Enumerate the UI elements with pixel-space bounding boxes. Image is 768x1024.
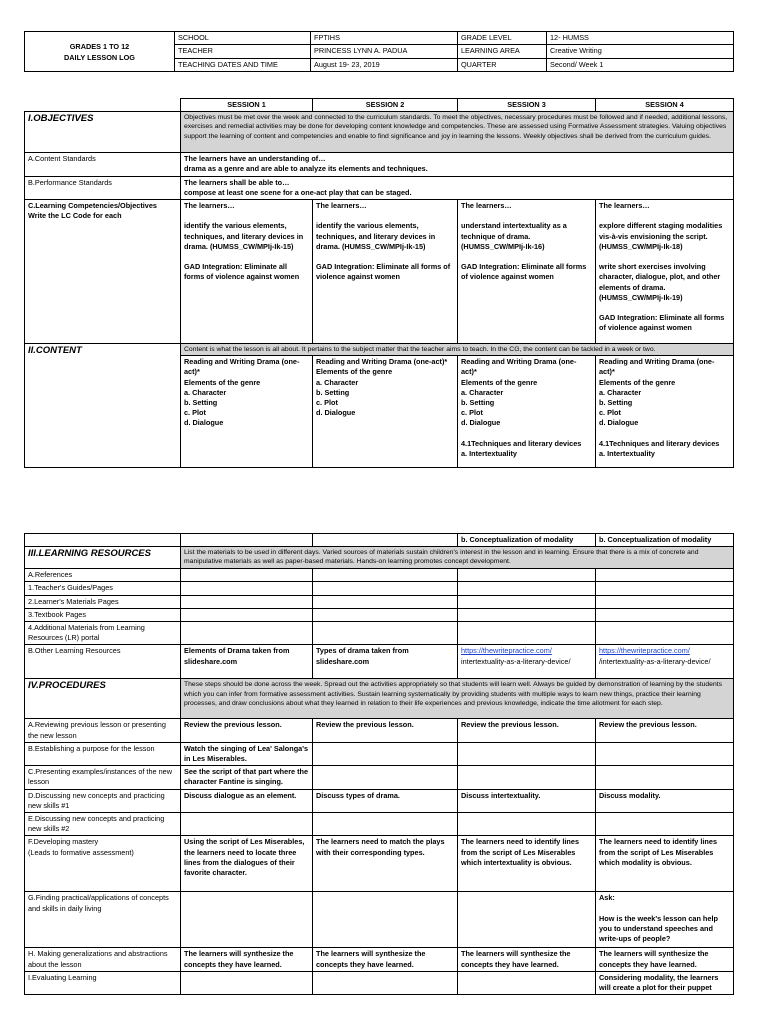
quarter-label: QUARTER bbox=[458, 58, 547, 71]
lr-portal-label bbox=[25, 622, 181, 645]
session-3-header: SESSION 3 bbox=[458, 99, 596, 112]
content-session-4: Reading and Writing Drama (one-act)* Elements of the genre a. Character b. Setting c. Plot d. Dialogue 4.1Techniques and literary devices a. Intertextuality bbox=[596, 356, 734, 468]
area-label: LEARNING AREA bbox=[458, 45, 547, 58]
procedure-h-session-3: The learners will synthesize the concepts they have learned. bbox=[458, 948, 596, 971]
grade-label: GRADE LEVEL bbox=[458, 32, 547, 45]
lr-portal-line-2: Resources (LR) portal bbox=[28, 633, 100, 643]
competencies-label-line-1: C.Learning Competencies/Objectives bbox=[28, 201, 157, 211]
procedure-d-session-4: Discuss modality. bbox=[596, 789, 734, 812]
procedure-d-label: D.Discussing new concepts and practicing new skills #1 bbox=[25, 789, 181, 812]
content-note: Content is what the lesson is all about. It pertains to the subject matter that the teacher aims to teach. In the CG, the content can be tackled in a week or two. bbox=[181, 344, 734, 356]
session-2-header: SESSION 2 bbox=[313, 99, 458, 112]
procedure-h-session-1: The learners will synthesize the concepts they have learned. bbox=[181, 948, 313, 971]
procedure-b-session-1: Watch the singing of Lea' Salonga's in Les Miserables. bbox=[181, 742, 313, 765]
grade-value: 12- HUMSS bbox=[547, 32, 734, 45]
procedure-c-session-1: See the script of that part where the character Fantine is singing. bbox=[181, 766, 313, 789]
teacher-label: TEACHER bbox=[175, 45, 311, 58]
procedure-f-session-4: The learners need to identify lines from the script of Les Miserables which modality is obvious. bbox=[596, 836, 734, 892]
content-standards-label: A.Content Standards bbox=[25, 153, 181, 176]
other-resources-session-1: Elements of Drama taken from slideshare.com bbox=[181, 645, 313, 679]
procedure-d-session-3: Discuss intertextuality. bbox=[458, 789, 596, 812]
dates-label: TEACHING DATES AND TIME bbox=[175, 58, 311, 71]
link-rest-s4: /intertextuality-as-a-literary-device/ bbox=[599, 656, 711, 666]
school-label: SCHOOL bbox=[175, 32, 311, 45]
lesson-table-page-1 bbox=[24, 98, 734, 468]
resources-heading: III.LEARNING RESOURCES bbox=[25, 547, 181, 569]
competencies-session-2: The learners… identify the various elements, techniques, and literary devices in drama. (HUMSS_CW/MPIj-Ik-15) GAD Integration: Eliminate all forms of violence against women bbox=[313, 200, 458, 344]
procedure-a-session-1: Review the previous lesson. bbox=[181, 719, 313, 742]
procedure-e-label: E.Discussing new concepts and practicing new skills #2 bbox=[25, 813, 181, 836]
continued-blank-label bbox=[25, 534, 181, 547]
log-title bbox=[25, 32, 175, 72]
continued-blank-s2 bbox=[313, 534, 458, 547]
procedure-d-session-2: Discuss types of drama. bbox=[313, 789, 458, 812]
content-continued-session-4: b. Conceptualization of modality bbox=[596, 534, 734, 547]
procedure-d-session-1: Discuss dialogue as an element. bbox=[181, 789, 313, 812]
performance-standards-label: B.Performance Standards bbox=[25, 176, 181, 199]
other-resources-session-3 bbox=[458, 645, 596, 679]
content-standards-line-1: The learners have an understanding of… bbox=[184, 154, 326, 164]
procedure-a-session-2: Review the previous lesson. bbox=[313, 719, 458, 742]
competencies-session-1: The learners… identify the various elements, techniques, and literary devices in drama. (HUMSS_CW/MPIj-Ik-15) GAD Integration: Eliminate all forms of violence against women bbox=[181, 200, 313, 344]
procedure-h-session-2: The learners will synthesize the concepts they have learned. bbox=[313, 948, 458, 971]
other-resources-label: B.Other Learning Resources bbox=[25, 645, 181, 679]
procedures-heading: IV.PROCEDURES bbox=[25, 679, 181, 719]
procedure-b-label: B.Establishing a purpose for the lesson bbox=[25, 742, 181, 765]
area-value: Creative Writing bbox=[547, 45, 734, 58]
title-line-2: DAILY LESSON LOG bbox=[64, 52, 135, 62]
objectives-heading: I.OBJECTIVES bbox=[25, 112, 181, 153]
session-header-blank bbox=[25, 99, 181, 112]
content-session-2: Reading and Writing Drama (one-act)* Elements of the genre a. Character b. Setting c. Plot d. Dialogue bbox=[313, 356, 458, 468]
objectives-note: Objectives must be met over the week and connected to the curriculum standards. To meet the objectives, necessary procedures must be followed and if needed, additional lessons, exercises and remedial activities may be done for developing content knowledge and competencies. These are assessed using Formative Assessment strategies. Valuing objectives support the learning of content and competencies and enable to find significance and joy in learning the lessons. Weekly objectives shall be derived from the curriculum guides. bbox=[181, 112, 734, 153]
references-label: A.References bbox=[25, 569, 181, 582]
other-resources-session-2: Types of drama taken from slideshare.com bbox=[313, 645, 458, 679]
write-practice-link-s3[interactable]: https://thewritepractice.com/ bbox=[461, 646, 552, 656]
lesson-table-page-2 bbox=[24, 533, 734, 995]
competencies-session-4: The learners… explore different staging modalities vis-à-vis envisioning the script. (HUMSS_CW/MPIj-Ik-18) write short exercises involving character, dialogue, plot, and other elements of drama. (HUMSS_CW/MPIj-Ik-19) GAD Integration: Eliminate all forms of violence against women bbox=[596, 200, 734, 344]
learners-materials-label: 2.Learner's Materials Pages bbox=[25, 595, 181, 608]
quarter-value: Second/ Week 1 bbox=[547, 58, 734, 71]
procedure-g-session-4: Ask: How is the week's lesson can help you to understand speeches and write-ups of people? bbox=[596, 892, 734, 948]
procedure-a-label: A.Reviewing previous lesson or presenting the new lesson bbox=[25, 719, 181, 742]
performance-line-1: The learners shall be able to… bbox=[184, 177, 290, 187]
content-standards-text bbox=[181, 153, 734, 176]
header-table bbox=[24, 31, 734, 72]
procedure-f-session-1: Using the script of Les Miserables, the learners need to locate three lines from the dialogues of their favorite character. bbox=[181, 836, 313, 892]
procedure-f-session-3: The learners need to identify lines from the script of Les Miserables which intertextuality is obvious. bbox=[458, 836, 596, 892]
content-continued-session-3: b. Conceptualization of modality bbox=[458, 534, 596, 547]
continued-blank-s1 bbox=[181, 534, 313, 547]
title-line-1: GRADES 1 TO 12 bbox=[69, 41, 130, 51]
teacher-value: PRINCESS LYNN A. PADUA bbox=[311, 45, 458, 58]
textbook-label: 3.Textbook Pages bbox=[25, 608, 181, 621]
lr-portal-line-1: 4.Additional Materials from Learning bbox=[28, 623, 145, 633]
session-1-header: SESSION 1 bbox=[181, 99, 313, 112]
procedure-f-session-2: The learners need to match the plays with their corresponding types. bbox=[313, 836, 458, 892]
content-session-1: Reading and Writing Drama (one-act)* Elements of the genre a. Character b. Setting c. Plot d. Dialogue bbox=[181, 356, 313, 468]
procedure-a-session-4: Review the previous lesson. bbox=[596, 719, 734, 742]
content-heading: II.CONTENT bbox=[25, 344, 181, 468]
competencies-label bbox=[25, 200, 181, 344]
dates-value: August 19- 23, 2019 bbox=[311, 58, 458, 71]
other-resources-session-4 bbox=[596, 645, 734, 679]
content-standards-line-2: drama as a genre and are able to analyze its elements and techniques. bbox=[184, 164, 428, 174]
procedure-c-label: C.Presenting examples/instances of the new lesson bbox=[25, 766, 181, 789]
procedure-i-label: I.Evaluating Learning bbox=[25, 971, 181, 994]
resources-note: List the materials to be used in different days. Varied sources of materials sustain children's interest in the lesson and in learning. Ensure that there is a mix of concrete and manipulative materials as well as paper-based materials. Hands-on learning promotes concept development. bbox=[181, 547, 734, 569]
performance-line-2: compose at least one scene for a one-act play that can be staged. bbox=[184, 187, 412, 197]
procedure-f-label: F.Developing mastery (Leads to formative assessment) bbox=[25, 836, 181, 892]
procedure-g-label: G.Finding practical/applications of concepts and skills in daily living bbox=[25, 892, 181, 948]
competencies-label-line-2: Write the LC Code for each bbox=[28, 211, 122, 221]
procedure-h-label: H. Making generalizations and abstractions about the lesson bbox=[25, 948, 181, 971]
link-rest-s3: intertextuality-as-a-literary-device/ bbox=[461, 656, 571, 666]
write-practice-link-s4[interactable]: https://thewritepractice.com/ bbox=[599, 646, 690, 656]
teachers-guide-label: 1.Teacher's Guides/Pages bbox=[25, 582, 181, 595]
procedure-h-session-4: The learners will synthesize the concepts they have learned. bbox=[596, 948, 734, 971]
performance-standards-text bbox=[181, 176, 734, 199]
school-value: FPTIHS bbox=[311, 32, 458, 45]
session-4-header: SESSION 4 bbox=[596, 99, 734, 112]
content-session-3: Reading and Writing Drama (one-act)* Elements of the genre a. Character b. Setting c. Plot d. Dialogue 4.1Techniques and literary devices a. Intertextuality bbox=[458, 356, 596, 468]
competencies-session-3: The learners… understand intertextuality as a technique of drama. (HUMSS_CW/MPIj-Ik-16) GAD Integration: Eliminate all forms of violence against women bbox=[458, 200, 596, 344]
procedure-a-session-3: Review the previous lesson. bbox=[458, 719, 596, 742]
procedures-note: These steps should be done across the week. Spread out the activities appropriately so that students will learn well. Always be guided by demonstration of learning by the students which you can infer from formative assessment activities. Sustain learning systematically by providing students with multiple ways to learn new things, practice their learning processes, and draw conclusions about what they learned in relation to their life experiences and previous knowledge, indicate the time allotment for each step. bbox=[181, 679, 734, 719]
procedure-i-session-4: Considering modality, the learners will create a plot for their puppet bbox=[596, 971, 734, 994]
